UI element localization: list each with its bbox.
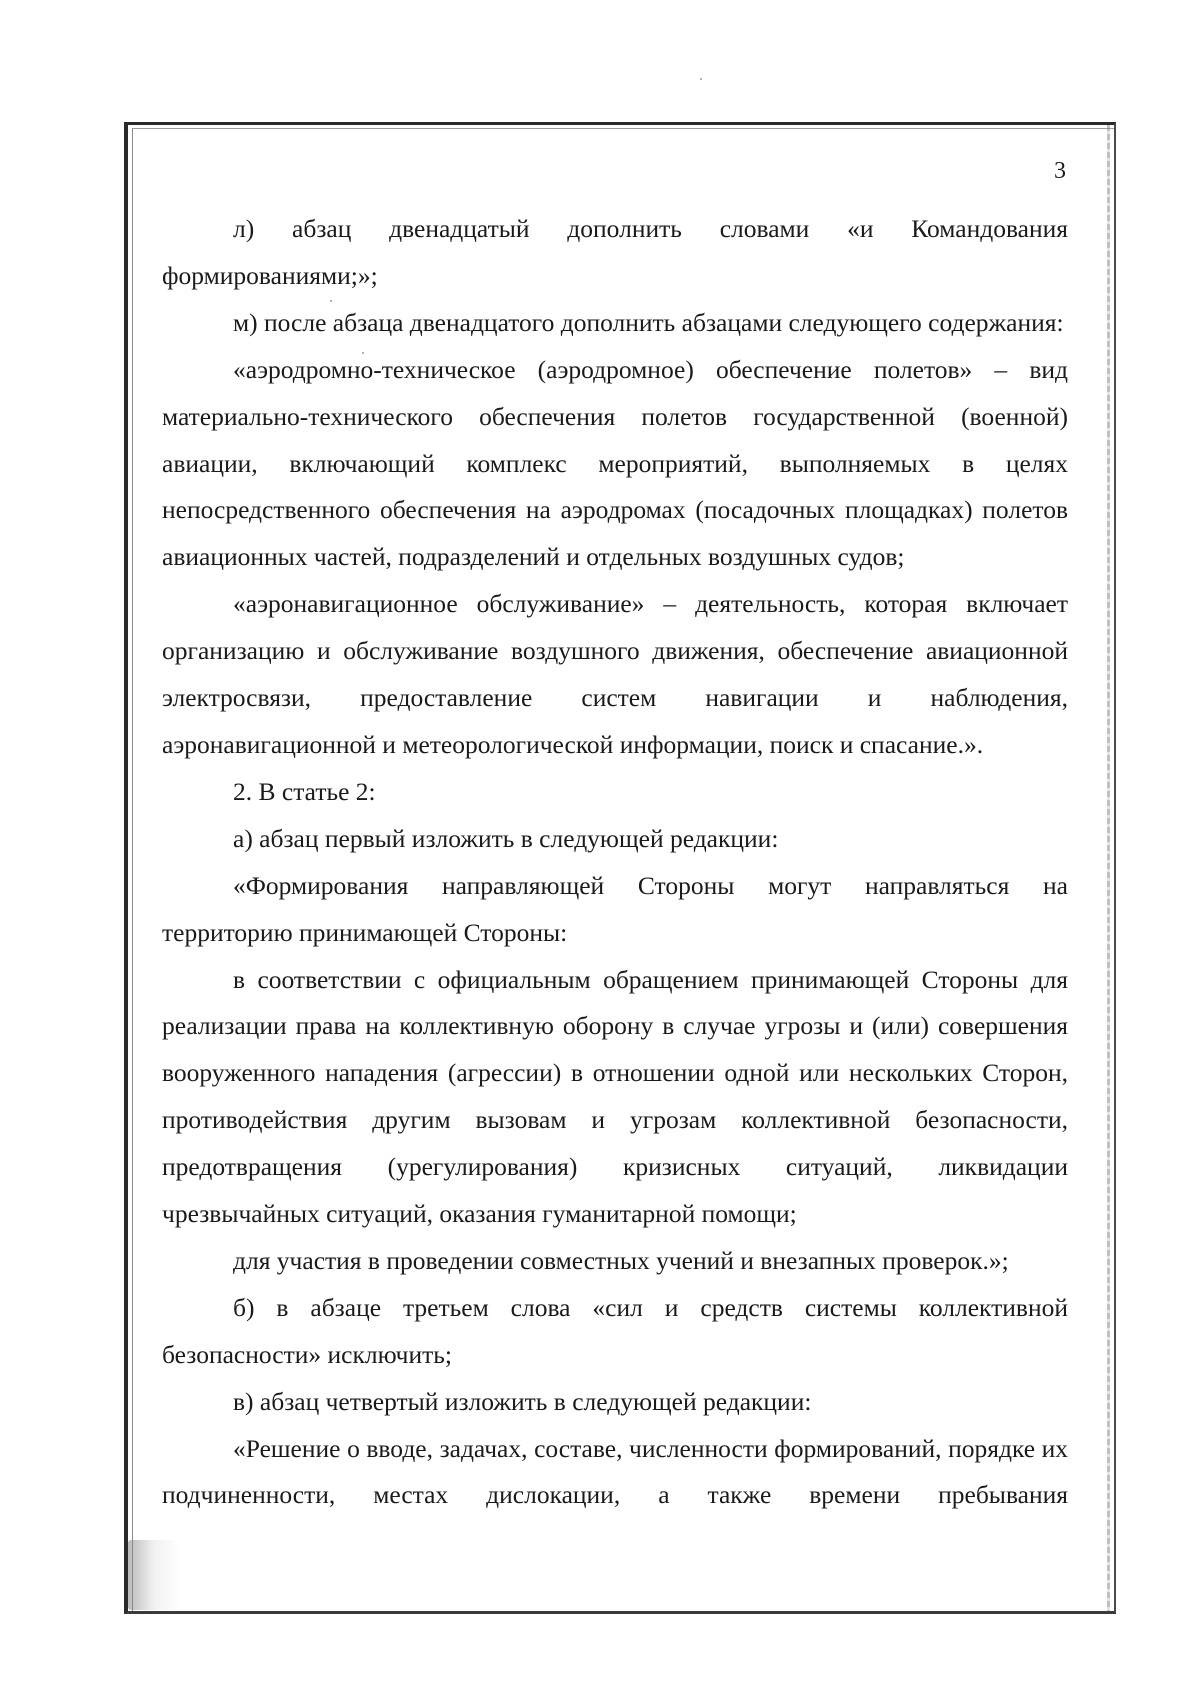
paragraph-official-request: в соответствии с официальным обращением принимающей Стороны для реализации права на коллективную оборону в случае угрозы и (или) совершения вооруженного нападения (агрессии) в отношении одной или нескольких Сторон, противодействия другим вызовам и угрозам коллективной безопасности, предотвращения (урегулирования) кризисных ситуаций, ликвидации чрезвычайных ситуаций, оказания гуманитарной помощи; [162, 964, 1068, 1229]
paragraph-exercises: для участия в проведении совместных учений и внезапных проверок.»; [233, 1245, 1009, 1275]
paragraph-b: б) в абзаце третьем слова «сил и средств системы коллективной безопасности» исключить; [162, 1292, 1068, 1369]
paragraph-l: л) абзац двенадцатый дополнить словами «и Командования формированиями;»; [162, 214, 1068, 290]
scan-speck [700, 78, 702, 80]
paragraph-decision: «Решение о вводе, задачах, составе, численности формирований, порядке их подчиненности, местах дислокации, а также времени пребывания [162, 1433, 1068, 1510]
page-number: 3 [1054, 158, 1066, 184]
paragraph-formations-quote: «Формирования направляющей Стороны могут направляться на территорию принимающей Стороны: [162, 870, 1068, 947]
document-body [162, 206, 1068, 1519]
paragraph-article-2: 2. В статье 2: [233, 776, 376, 806]
paragraph-v: в) абзац четвертый изложить в следующей редакции: [233, 1386, 812, 1416]
paragraph-definition-aerodrome: «аэродромно-техническое (аэродромное) обеспечение полетов» – вид материально-технического обеспечения полетов государственной (военной) авиации, включающий комплекс мероприятий, выполняемых в целях непосредственного обеспечения на аэродромах (посадочных площадках) полетов авиационных частей, подразделений и отдельных воздушных судов; [162, 354, 1068, 572]
paragraph-definition-air-navigation: «аэронавигационное обслуживание» – деятельность, которая включает организацию и обслуживание воздушного движения, обеспечение авиационной электросвязи, предоставление систем навигации и наблюдения, аэронавигационной и метеорологической информации, поиск и спасание.». [162, 589, 1068, 759]
paragraph-m: м) после абзаца двенадцатого дополнить абзацами следующего содержания: [233, 307, 1064, 337]
paragraph-a: а) абзац первый изложить в следующей редакции: [233, 823, 779, 853]
